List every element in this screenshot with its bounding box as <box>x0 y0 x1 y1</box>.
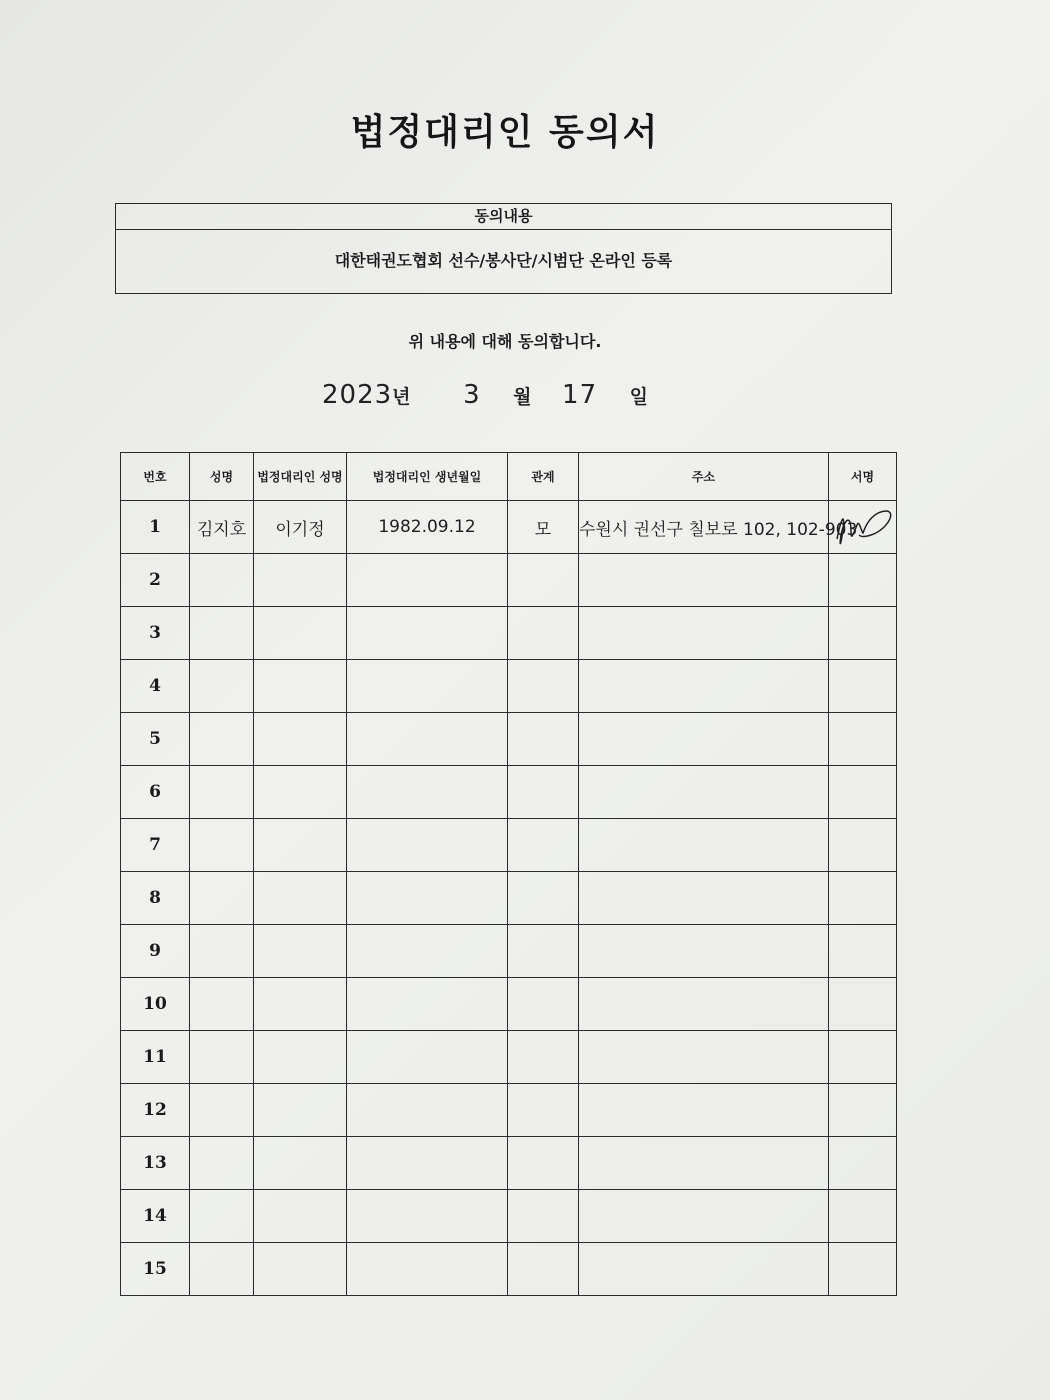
cell-guardian-birth <box>347 1243 508 1296</box>
header-guardian-name: 법정대리인 성명 <box>254 453 347 501</box>
table-row <box>121 1031 897 1084</box>
cell-no: 3 <box>121 607 190 660</box>
cell-relation <box>508 1137 579 1190</box>
cell-guardian-birth <box>347 978 508 1031</box>
cell-relation <box>508 1084 579 1137</box>
cell-no: 9 <box>121 925 190 978</box>
cell-guardian-birth: 1982.09.12 <box>347 501 508 554</box>
cell-signature <box>829 660 897 713</box>
cell-no: 15 <box>121 1243 190 1296</box>
cell-signature <box>829 1243 897 1296</box>
cell-signature <box>829 1190 897 1243</box>
cell-guardian-name <box>254 872 347 925</box>
cell-signature <box>829 501 897 554</box>
cell-relation <box>508 872 579 925</box>
cell-signature <box>829 978 897 1031</box>
consent-content: 대한태권도협회 선수/봉사단/시범단 온라인 등록 <box>334 251 673 270</box>
consent-box <box>115 203 892 294</box>
cell-no: 7 <box>121 819 190 872</box>
cell-signature <box>829 1031 897 1084</box>
cell-name <box>190 607 254 660</box>
cell-no: 11 <box>121 1031 190 1084</box>
cell-name <box>190 1137 254 1190</box>
cell-relation <box>508 1190 579 1243</box>
table-row <box>121 1243 897 1296</box>
cell-guardian-birth <box>347 819 508 872</box>
table-row <box>121 872 897 925</box>
cell-relation <box>508 607 579 660</box>
cell-relation <box>508 554 579 607</box>
cell-name <box>190 660 254 713</box>
table-row <box>121 1190 897 1243</box>
cell-signature <box>829 925 897 978</box>
cell-guardian-name <box>254 1031 347 1084</box>
cell-guardian-birth <box>347 1031 508 1084</box>
cell-signature <box>829 607 897 660</box>
cell-relation <box>508 819 579 872</box>
cell-address <box>579 1137 829 1190</box>
cell-guardian-name <box>254 819 347 872</box>
date-month: 3 <box>463 380 481 410</box>
cell-guardian-name <box>254 554 347 607</box>
cell-guardian-name <box>254 1190 347 1243</box>
cell-guardian-name <box>254 1084 347 1137</box>
cell-address <box>579 607 829 660</box>
cell-name <box>190 1031 254 1084</box>
cell-guardian-name <box>254 607 347 660</box>
cell-address <box>579 819 829 872</box>
cell-address <box>579 1084 829 1137</box>
signing-date <box>322 380 648 410</box>
cell-relation <box>508 766 579 819</box>
cell-no: 6 <box>121 766 190 819</box>
table-row <box>121 819 897 872</box>
cell-relation <box>508 713 579 766</box>
table-header-row <box>121 453 897 501</box>
cell-signature <box>829 713 897 766</box>
cell-guardian-name <box>254 978 347 1031</box>
header-relation: 관계 <box>508 453 579 501</box>
cell-address <box>579 1243 829 1296</box>
cell-address <box>579 660 829 713</box>
cell-signature <box>829 819 897 872</box>
cell-guardian-birth <box>347 1137 508 1190</box>
cell-guardian-birth <box>347 872 508 925</box>
cell-guardian-birth <box>347 1084 508 1137</box>
cell-relation <box>508 660 579 713</box>
cell-no: 8 <box>121 872 190 925</box>
cell-guardian-name <box>254 766 347 819</box>
cell-signature <box>829 766 897 819</box>
cell-no: 10 <box>121 978 190 1031</box>
cell-guardian-name <box>254 1243 347 1296</box>
header-name: 성명 <box>190 453 254 501</box>
cell-address <box>579 872 829 925</box>
header-address: 주소 <box>579 453 829 501</box>
cell-no: 14 <box>121 1190 190 1243</box>
cell-name <box>190 1190 254 1243</box>
date-month-label: 월 <box>513 386 532 408</box>
cell-signature <box>829 554 897 607</box>
cell-guardian-birth <box>347 713 508 766</box>
cell-guardian-name <box>254 1137 347 1190</box>
table-row <box>121 501 897 554</box>
guardian-registration-table <box>120 452 897 1296</box>
cell-address <box>579 978 829 1031</box>
cell-no: 13 <box>121 1137 190 1190</box>
cell-no: 2 <box>121 554 190 607</box>
table-row <box>121 1084 897 1137</box>
cell-guardian-birth <box>347 1190 508 1243</box>
date-year-label: 년 <box>392 386 411 408</box>
cell-name <box>190 1084 254 1137</box>
table-row <box>121 766 897 819</box>
cell-no: 4 <box>121 660 190 713</box>
cell-relation <box>508 925 579 978</box>
table-row <box>121 978 897 1031</box>
cell-name <box>190 713 254 766</box>
table-row <box>121 1137 897 1190</box>
cell-guardian-name <box>254 660 347 713</box>
cell-name: 김지호 <box>190 501 254 554</box>
cell-guardian-name: 이기정 <box>254 501 347 554</box>
cell-address <box>579 1031 829 1084</box>
cell-address <box>579 766 829 819</box>
date-day-label: 일 <box>629 386 649 408</box>
table-row <box>121 925 897 978</box>
cell-address <box>579 554 829 607</box>
cell-address: 수원시 권선구 칠보로 102, 102-903 <box>579 501 829 554</box>
cell-name <box>190 1243 254 1296</box>
cell-guardian-name <box>254 713 347 766</box>
cell-guardian-birth <box>347 766 508 819</box>
document-title: 법정대리인 동의서 <box>350 112 660 153</box>
cell-relation <box>508 1031 579 1084</box>
table-row <box>121 660 897 713</box>
cell-no: 5 <box>121 713 190 766</box>
cell-signature <box>829 872 897 925</box>
cell-no: 1 <box>121 501 190 554</box>
header-signature: 서명 <box>829 453 897 501</box>
date-day: 17 <box>562 380 598 410</box>
cell-guardian-birth <box>347 554 508 607</box>
cell-name <box>190 925 254 978</box>
cell-relation <box>508 1243 579 1296</box>
cell-name <box>190 554 254 607</box>
table-row <box>121 607 897 660</box>
consent-header: 동의내용 <box>116 204 891 230</box>
cell-name <box>190 766 254 819</box>
cell-guardian-name <box>254 925 347 978</box>
table-row <box>121 554 897 607</box>
header-no: 번호 <box>121 453 190 501</box>
date-year: 2023 <box>322 380 393 410</box>
cell-address <box>579 713 829 766</box>
header-guardian-birth: 법정대리인 생년월일 <box>347 453 508 501</box>
cell-signature <box>829 1084 897 1137</box>
cell-name <box>190 978 254 1031</box>
cell-no: 12 <box>121 1084 190 1137</box>
agreement-statement: 위 내용에 대해 동의합니다. <box>408 332 602 351</box>
cell-name <box>190 872 254 925</box>
cell-guardian-birth <box>347 925 508 978</box>
cell-relation <box>508 978 579 1031</box>
cell-signature <box>829 1137 897 1190</box>
cell-name <box>190 819 254 872</box>
cell-address <box>579 1190 829 1243</box>
cell-guardian-birth <box>347 660 508 713</box>
cell-relation: 모 <box>508 501 579 554</box>
table-row <box>121 713 897 766</box>
cell-guardian-birth <box>347 607 508 660</box>
cell-address <box>579 925 829 978</box>
